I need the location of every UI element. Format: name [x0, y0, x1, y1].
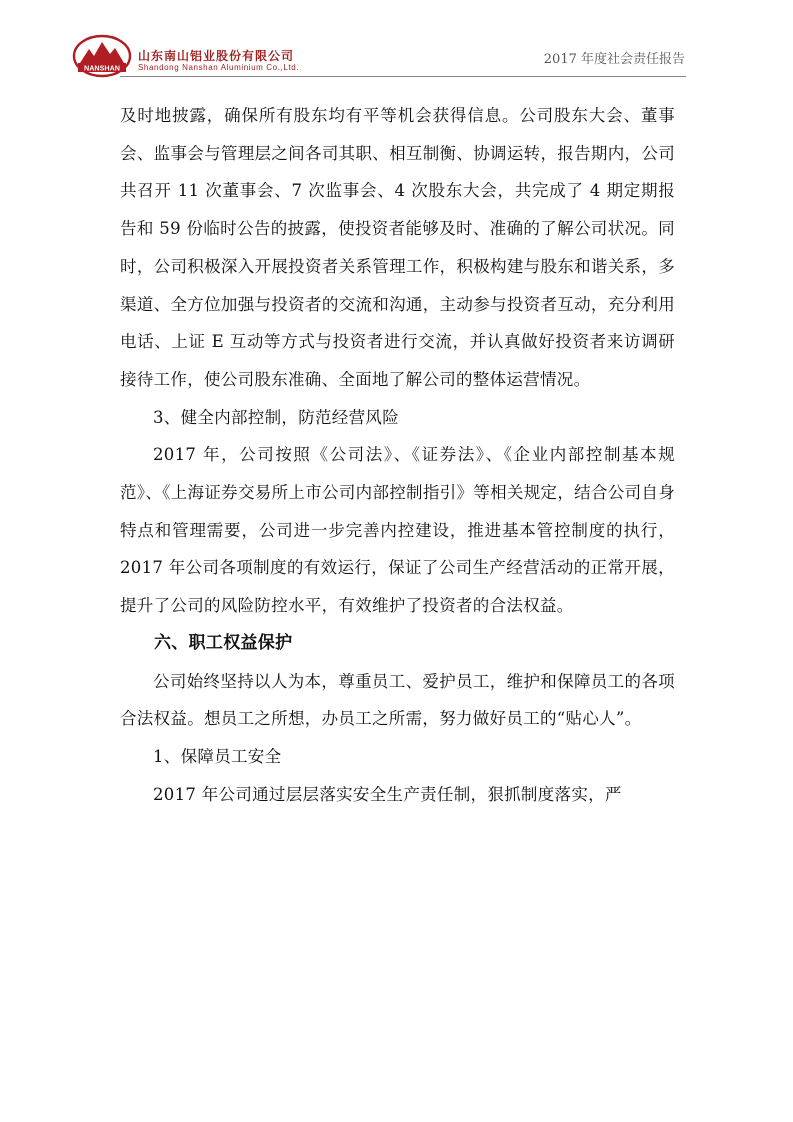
company-name-cn: 山东南山铝业股份有限公司: [138, 49, 295, 63]
header-divider: [120, 76, 686, 77]
report-title: 2017 年度社会责任报告: [543, 52, 685, 67]
paragraph-employee-safety: 2017 年公司通过层层落实安全生产责任制，狠抓制度落实，严: [153, 784, 622, 804]
logo-text: NANSHAN: [84, 63, 120, 73]
nanshan-logo-icon: [72, 34, 132, 78]
subheading-employee-safety: 1、保障员工安全: [153, 746, 282, 766]
page-header: [0, 0, 793, 90]
company-name-en: Shandong Nanshan Aluminium Co.,Ltd.: [138, 63, 300, 72]
page-body: [120, 97, 675, 813]
paragraph-shareholder-disclosure: 及时地披露，确保所有股东均有平等机会获得信息。公司股东大会、董事会、监事会与管理层之间各司其职、相互制衡、协调运转，报告期内，公司共召开 11 次董事会、7 次监事会、4 次股东大会，共完成了 4 期定期报告和 59 份临时公告的披露，使投资者能够及时、准确的了解公司状况。同时，公司积极深入开展投资者关系管理工作，积极构建与股东和谐关系，多渠道、全方位加强与投资者的交流和沟通，主动参与投资者互动，充分利用电话、上证 E 互动等方式与投资者进行交流，并认真做好投资者来访调研接待工作，使公司股东准确、全面地了解公司的整体运营情况。: [120, 106, 675, 389]
paragraph-internal-control: 2017 年，公司按照《公司法》、《证券法》、《企业内部控制基本规范》、《上海证券交易所上市公司内部控制指引》等相关规定，结合公司自身特点和管理需要，公司进一步完善内控建设，推进基本管控制度的执行，2017 年公司各项制度的有效运行，保证了公司生产经营活动的正常开展，提升了公司的风险防控水平，有效维护了投资者的合法权益。: [120, 445, 675, 616]
subheading-internal-control: 3、健全内部控制，防范经营风险: [153, 407, 399, 427]
section-heading-employee-rights: 六、职工权益保护: [154, 632, 293, 653]
paragraph-employee-rights: 公司始终坚持以人为本，尊重员工、爱护员工，维护和保障员工的各项合法权益。想员工之所想，办员工之所需，努力做好员工的“贴心人”。: [120, 671, 675, 729]
